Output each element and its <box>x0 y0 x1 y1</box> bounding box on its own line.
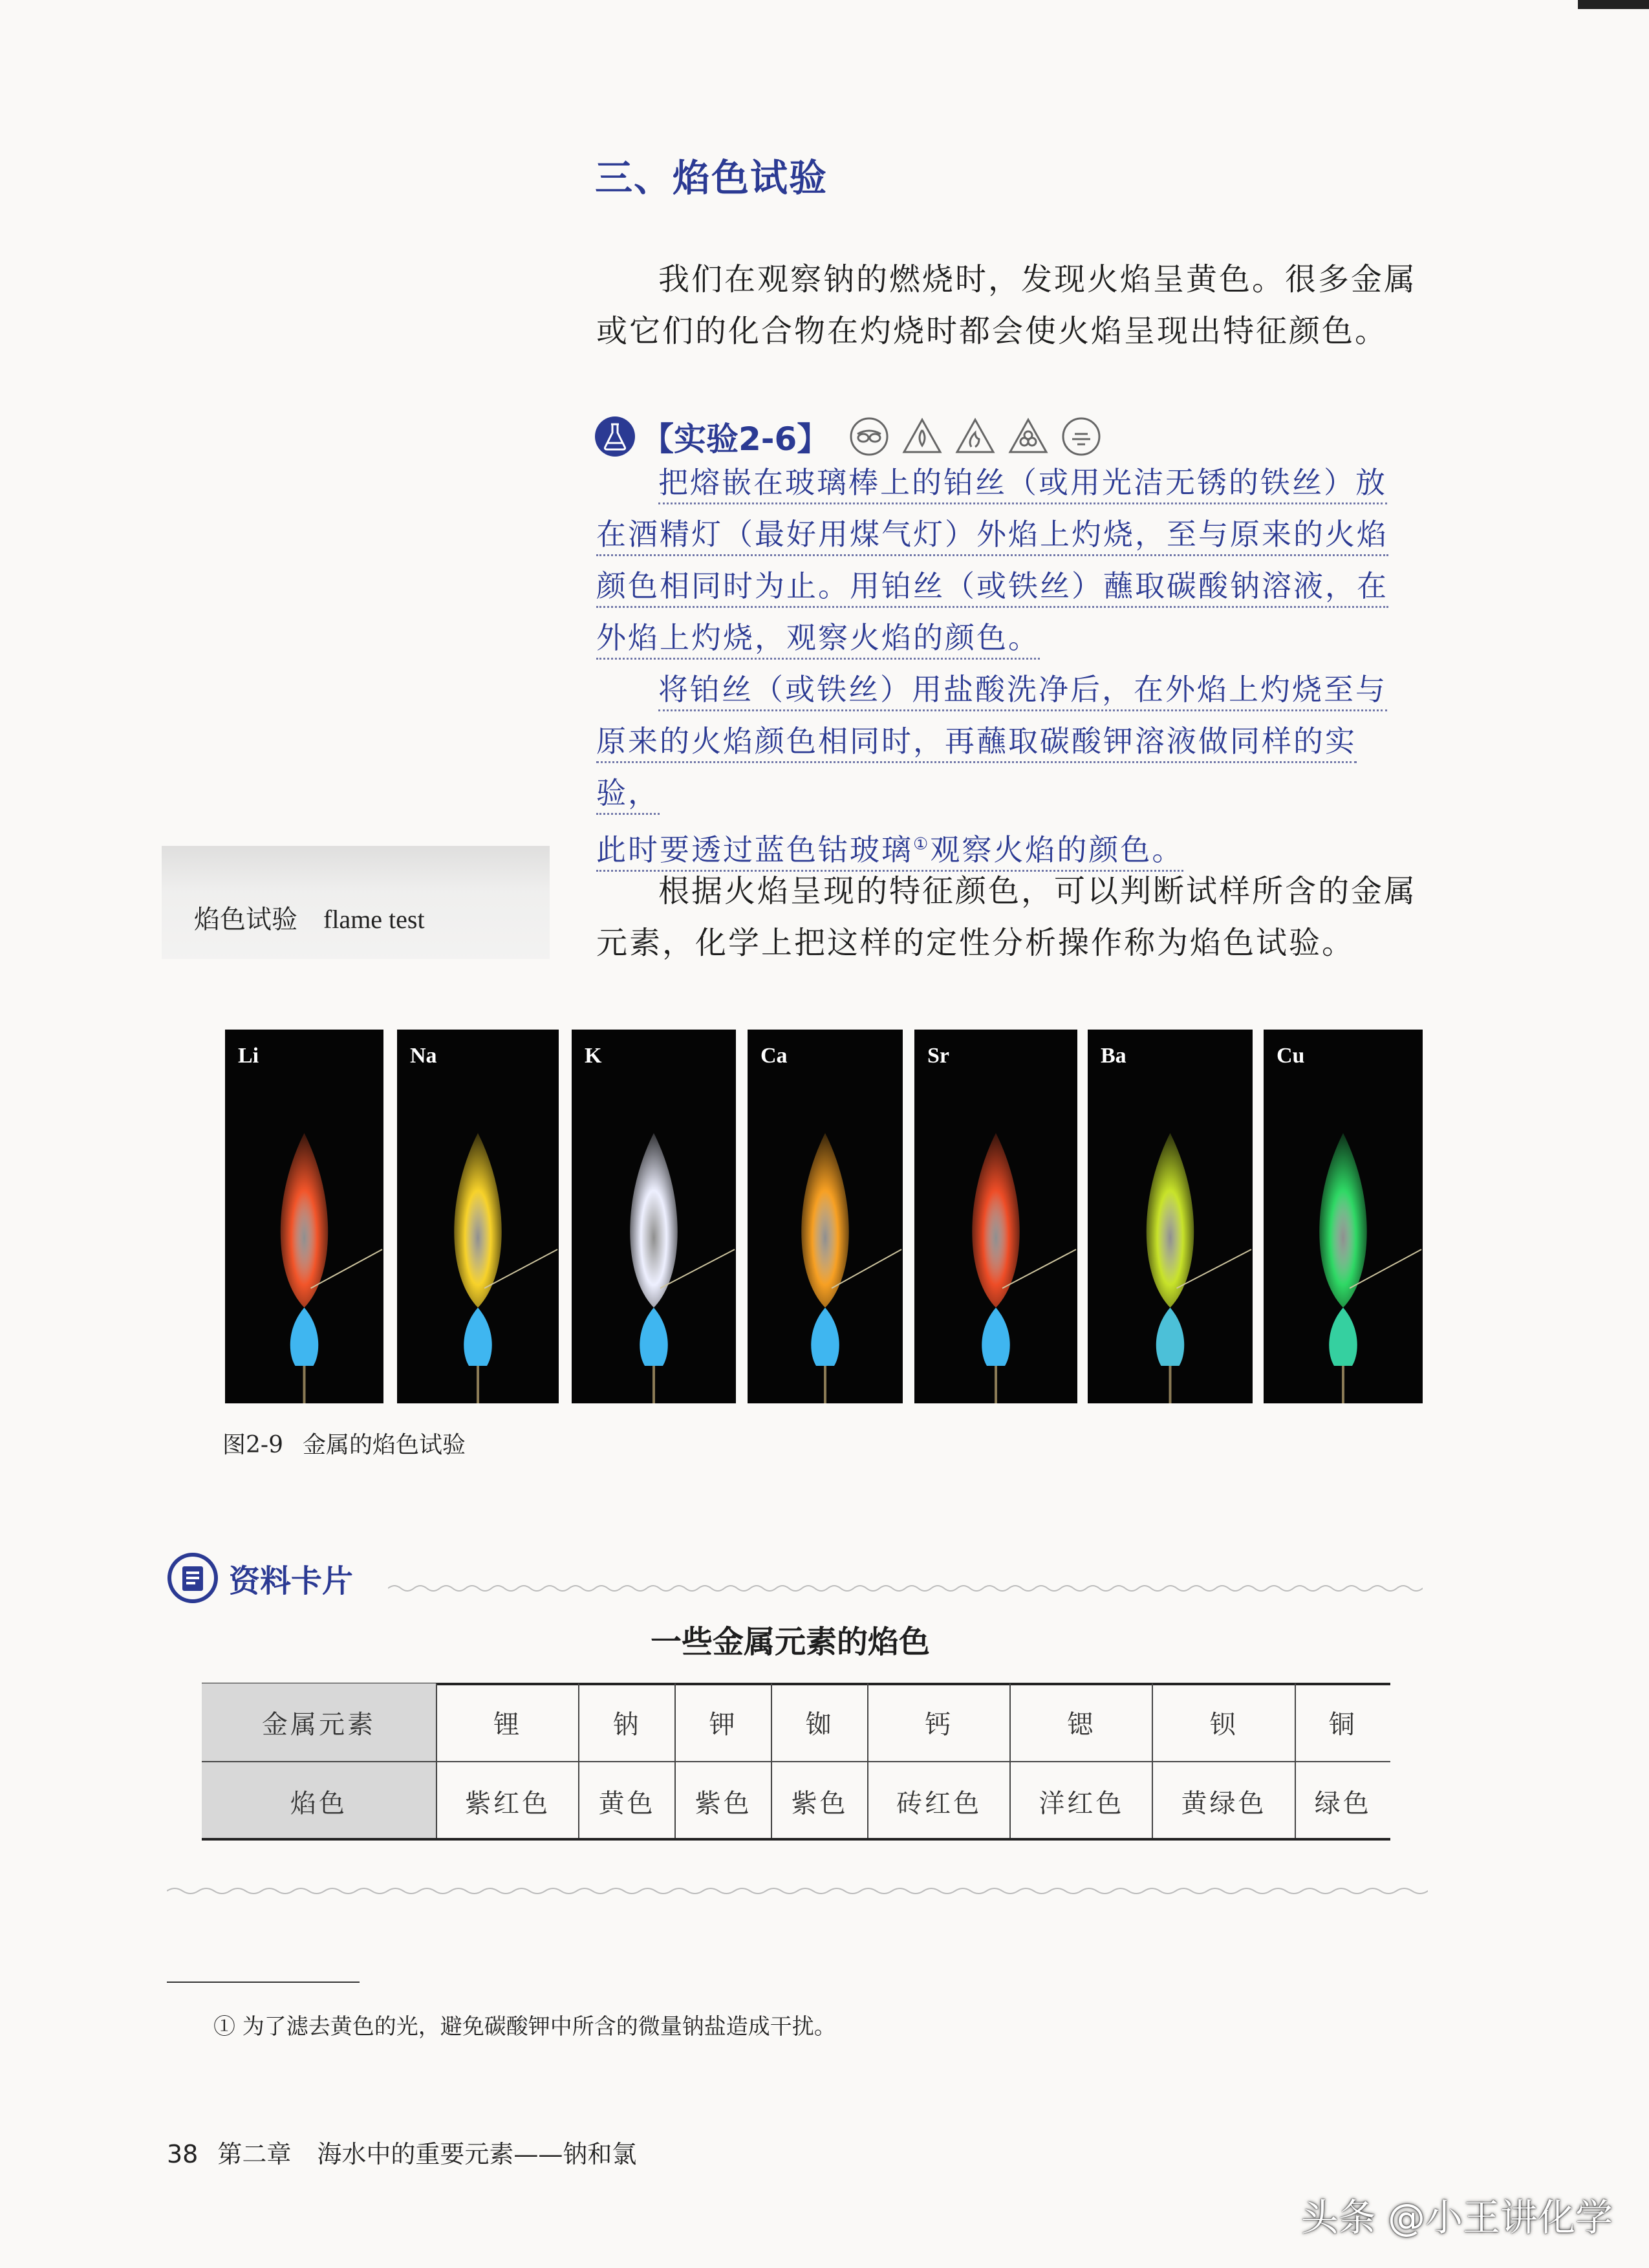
flame-label: Ba <box>1101 1044 1126 1068</box>
cell-color: 绿色 <box>1295 1762 1390 1840</box>
flame-label: Na <box>410 1044 437 1068</box>
experiment-paragraph-1 <box>596 457 1417 664</box>
page-footer <box>167 2134 636 2170</box>
footnote: ① 为了滤去黄色的光，避免碳酸钾中所含的微量钠盐造成干扰。 <box>213 2014 836 2040</box>
exp-p1-line-3: 颜色相同时为止。用铂丝（或铁丝）蘸取碳酸钠溶液，在 <box>596 568 1388 608</box>
flame-photo-k <box>572 1030 736 1403</box>
cell-color: 洋红色 <box>1010 1762 1152 1840</box>
safety-icons <box>848 416 1102 457</box>
flame-label: Li <box>238 1044 259 1068</box>
experiment-title: 【实验2-6】 <box>641 420 830 458</box>
cell-element: 钠 <box>579 1683 675 1762</box>
card-bottom-divider <box>167 1885 1428 1897</box>
cell-color: 黄色 <box>579 1762 675 1840</box>
footnote-ref[interactable]: ① <box>913 835 931 854</box>
hot-surface-icon <box>1008 416 1049 457</box>
flame-photo-ca <box>748 1030 903 1403</box>
chapter-label: 第二章 <box>217 2140 292 2168</box>
cell-element: 锂 <box>436 1683 579 1762</box>
table-bottom-rule <box>202 1838 1390 1841</box>
cell-element: 钡 <box>1152 1683 1295 1762</box>
exp-p1-line-2: 在酒精灯（最好用煤气灯）外焰上灼烧，至与原来的火焰 <box>596 517 1388 556</box>
cell-color: 黄绿色 <box>1152 1762 1295 1840</box>
cell-color: 紫红色 <box>436 1762 579 1840</box>
conclusion-line-2: 元素，化学上把这样的定性分析操作称为焰色试验。 <box>596 925 1355 961</box>
watermark: 头条 @小王讲化学 <box>1300 2196 1613 2240</box>
flame-photo-na <box>397 1030 559 1403</box>
experiment-heading <box>595 414 1102 459</box>
cell-element: 铷 <box>771 1683 868 1762</box>
flame-label: Cu <box>1277 1044 1305 1068</box>
conclusion-line-1: 根据火焰呈现的特征颜色，可以判断试样所含的金属 <box>658 873 1417 909</box>
conclusion-paragraph <box>596 865 1417 969</box>
cell-color: 砖红色 <box>868 1762 1010 1840</box>
intro-paragraph <box>596 254 1417 357</box>
cell-color: 紫色 <box>675 1762 771 1840</box>
row-header-elements: 金属元素 <box>202 1683 436 1762</box>
flame-label: Sr <box>927 1044 949 1068</box>
experiment-paragraph-2 <box>596 664 1417 876</box>
row-header-colors: 焰色 <box>202 1762 436 1840</box>
cell-element: 钙 <box>868 1683 1010 1762</box>
side-caption-en: flame test <box>323 905 425 934</box>
intro-line-2: 或它们的化合物在灼烧时都会使火焰呈现出特征颜色。 <box>596 313 1388 349</box>
figure-caption <box>222 1427 466 1460</box>
footnote-rule <box>167 1982 360 1983</box>
exp-p2-line-2: 原来的火焰颜色相同时，再蘸取碳酸钾溶液做同样的实验， <box>596 724 1357 815</box>
corner-mark <box>1578 0 1649 9</box>
page-number: 38 <box>167 2140 199 2168</box>
flame-photo-sr <box>914 1030 1077 1403</box>
goggles-icon <box>848 416 890 457</box>
flame-photo-li <box>225 1030 383 1403</box>
side-caption-zh: 焰色试验 <box>194 905 297 934</box>
cell-element: 锶 <box>1010 1683 1152 1762</box>
table-row-elements <box>202 1683 1390 1762</box>
cell-element: 铜 <box>1295 1683 1390 1762</box>
cell-element: 钾 <box>675 1683 771 1762</box>
flammable-icon <box>954 416 996 457</box>
exp-p2-line-1: 将铂丝（或铁丝）用盐酸洗净后，在外焰上灼烧至与 <box>658 672 1387 711</box>
side-caption <box>194 899 425 936</box>
table-row-colors <box>202 1762 1390 1840</box>
exp-p2-line-3-end: 观察火焰的颜色。 <box>930 832 1184 868</box>
section-title: 三、焰色试验 <box>595 156 828 200</box>
flame-label: Ca <box>760 1044 788 1068</box>
exp-p1-line-1: 把熔嵌在玻璃棒上的铂丝（或用光洁无锈的铁丝）放 <box>658 465 1387 504</box>
flame-photo-ba <box>1088 1030 1253 1403</box>
exp-p1-line-4: 外焰上灼烧，观察火焰的颜色。 <box>596 620 1040 660</box>
figure-number: 图2-9 <box>222 1432 283 1458</box>
heat-icon <box>901 416 943 457</box>
exp-p2-line-3: 此时要透过蓝色钴玻璃 <box>596 832 913 868</box>
chapter-title: 海水中的重要元素——钠和氯 <box>317 2140 637 2168</box>
flame-label: K <box>585 1044 602 1068</box>
data-card-icon <box>167 1552 219 1604</box>
hand-wash-icon <box>1061 416 1102 457</box>
card-top-divider <box>388 1582 1423 1595</box>
flame-photo-cu <box>1264 1030 1423 1403</box>
data-card-heading <box>167 1552 353 1604</box>
data-card-title: 资料卡片 <box>229 1562 354 1599</box>
flask-icon <box>595 416 635 457</box>
figure-caption-text: 金属的焰色试验 <box>302 1432 466 1458</box>
table-title: 一些金属元素的焰色 <box>651 1624 931 1660</box>
intro-line-1: 我们在观察钠的燃烧时，发现火焰呈黄色。很多金属 <box>658 261 1417 297</box>
cell-color: 紫色 <box>771 1762 868 1840</box>
flame-color-table <box>202 1683 1390 1840</box>
